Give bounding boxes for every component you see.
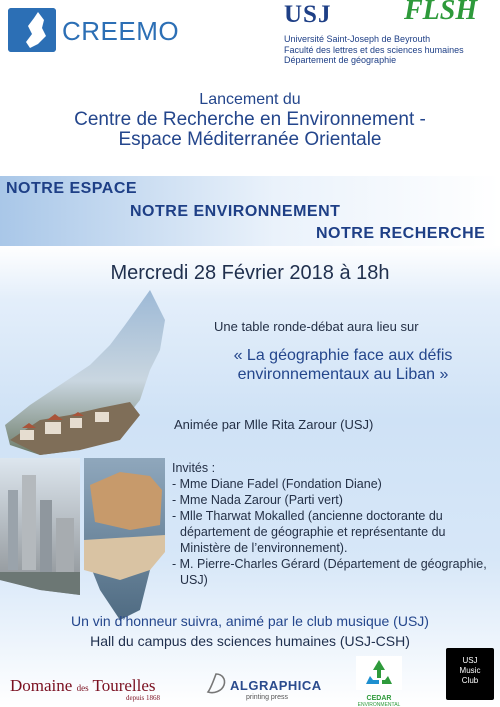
launch-title: [0, 90, 500, 150]
domaine-des-word: des: [76, 683, 89, 693]
creemo-mark-icon: [8, 8, 56, 52]
event-date: Mercredi 28 Février 2018 à 18h: [110, 262, 390, 284]
flsh-logo-text: FLSH: [404, 0, 478, 26]
domaine-des-tourelles-logo: [10, 676, 161, 702]
creemo-logo-text: CREEMO: [62, 16, 180, 46]
roundtable-intro: Une table ronde-débat aura lieu sur: [214, 319, 419, 334]
domaine-since: depuis 1868: [126, 694, 161, 702]
university-affiliation: [284, 34, 498, 66]
guest-line: Ministère de l’environnement).: [180, 541, 348, 555]
usj-club-line-1: USJ: [462, 656, 478, 665]
guest-line: département de géographie et représentante du: [180, 525, 446, 539]
topic-line-2: environnementaux au Liban »: [237, 366, 449, 383]
guest-line: - M. Pierre-Charles Gérard (Département de géographie,: [172, 557, 487, 571]
algraphica-mark-icon: [204, 672, 228, 696]
lebanon-photo-collage: [0, 290, 200, 620]
recycle-icon: [356, 656, 402, 690]
domaine-tourelles-word: Tourelles: [92, 676, 156, 695]
guest-line: USJ): [180, 573, 208, 587]
cedar-environmental-logo: [356, 656, 402, 707]
algraphica-logo: [200, 672, 320, 702]
usj-logo: [284, 1, 370, 34]
moderator-line: Animée par Mlle Rita Zarour (USJ): [174, 417, 374, 432]
topic-line-1: « La géographie face aux défis: [233, 347, 453, 364]
usj-logo-text: USJ: [284, 1, 332, 28]
cedar-name: CEDAR: [366, 695, 392, 702]
domaine-word: Domaine: [10, 676, 73, 695]
reception-note: Un vin d’honneur suivra, animé par le club musique (USJ): [71, 613, 429, 629]
slogan-line-1: NOTRE ESPACE: [6, 180, 138, 197]
university-line: Université Saint-Joseph de Beyrouth: [284, 34, 431, 44]
guest-line: - Mme Nada Zarour (Parti vert): [172, 493, 343, 507]
guest-line: - Mme Diane Fadel (Fondation Diane): [172, 477, 382, 491]
usj-music-club-logo: [446, 648, 494, 700]
algraphica-sub: printing press: [246, 694, 289, 701]
topic-title: [198, 346, 488, 384]
slogan-line-2: NOTRE ENVIRONNEMENT: [130, 203, 341, 220]
guest-line: - Mlle Tharwat Mokalled (ancienne doctorante du: [172, 509, 443, 523]
faculty-line: Faculté des lettres et des sciences humaines: [284, 44, 464, 55]
slogan-line-3: NOTRE RECHERCHE: [316, 225, 486, 242]
flsh-logo: [404, 0, 478, 36]
cedar-sub: ENVIRONMENTAL: [357, 702, 401, 707]
title-line-2: Centre de Recherche en Environnement -: [74, 109, 426, 130]
guests-heading: Invités :: [172, 461, 216, 475]
venue-line: Hall du campus des sciences humaines (USJ-CSH): [90, 633, 410, 649]
usj-club-line-2: Music: [459, 666, 481, 675]
creemo-logo: [8, 8, 178, 52]
title-line-1: Lancement du: [199, 91, 301, 108]
guest-list: [172, 460, 500, 588]
algraphica-name: ALGRAPHICA: [230, 678, 322, 693]
department-line: Département de géographie: [284, 55, 397, 65]
title-line-3: Espace Méditerranée Orientale: [118, 129, 382, 150]
usj-club-line-3: Club: [461, 676, 479, 685]
